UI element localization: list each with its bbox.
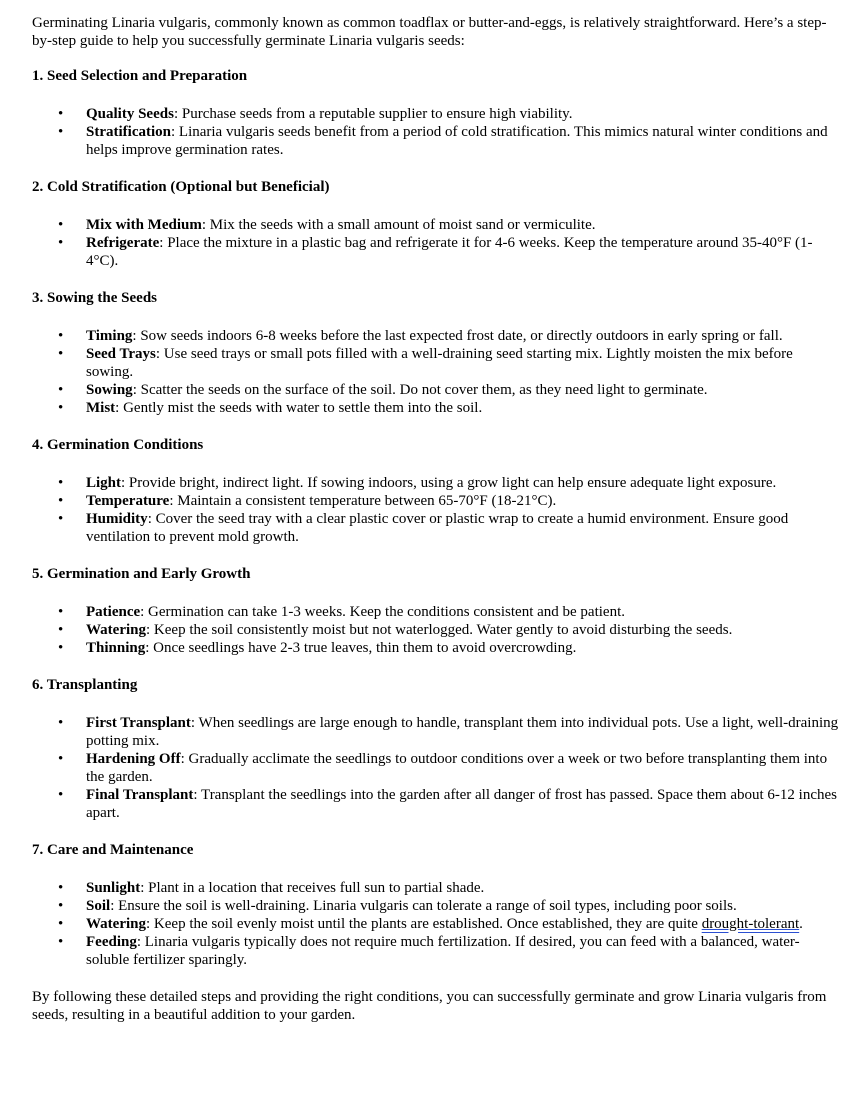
item-term: Soil [86, 898, 111, 914]
list-item [32, 492, 842, 510]
item-term: Quality Seeds [86, 106, 174, 122]
item-term: Stratification [86, 124, 171, 140]
item-description: : Keep the soil evenly moist until the plants are established. Once established, they are quite [146, 916, 702, 932]
list-item [32, 234, 842, 270]
item-description: : When seedlings are large enough to handle, transplant them into individual pots. Use a light, well-draining potting mix. [86, 715, 839, 749]
item-description: : Gently mist the seeds with water to settle them into the soil. [115, 400, 483, 416]
sections-container [32, 67, 842, 969]
section-heading: 1. Seed Selection and Preparation [32, 68, 248, 84]
list-item [32, 786, 842, 822]
list-item [32, 399, 842, 417]
item-description: : Linaria vulgaris typically does not require much fertilization. If desired, you can feed with a balanced, water-soluble fertilizer sparingly. [86, 934, 800, 968]
item-description: : Maintain a consistent temperature between 65-70°F (18-21°C). [169, 493, 557, 509]
item-description: : Plant in a location that receives full sun to partial shade. [140, 880, 485, 896]
item-term: First Transplant [86, 715, 191, 731]
list-item [32, 216, 842, 234]
item-description: : Place the mixture in a plastic bag and refrigerate it for 4-6 weeks. Keep the temperature around 35-40°F (1-4°C). [86, 235, 813, 269]
list-item [32, 603, 842, 621]
list-item [32, 474, 842, 492]
item-term: Sowing [86, 382, 133, 398]
item-description: : Keep the soil consistently moist but not waterlogged. Water gently to avoid disturbing the seeds. [146, 622, 733, 638]
item-term: Feeding [86, 934, 137, 950]
bullet-icon: • [58, 511, 64, 527]
item-term: Watering [86, 916, 146, 932]
item-description: : Provide bright, indirect light. If sowing indoors, using a grow light can help ensure adequate light exposure. [121, 475, 777, 491]
list-item [32, 897, 842, 915]
list-item [32, 915, 842, 933]
list-item [32, 621, 842, 639]
section-heading: 2. Cold Stratification (Optional but Beneficial) [32, 179, 330, 195]
list-item [32, 933, 842, 969]
bullet-icon: • [58, 640, 64, 656]
list-item [32, 123, 842, 159]
bullet-icon: • [58, 346, 64, 362]
bullet-list [32, 216, 842, 270]
list-item [32, 381, 842, 399]
list-item [32, 750, 842, 786]
section-heading: 3. Sowing the Seeds [32, 290, 158, 306]
list-item [32, 879, 842, 897]
bullet-icon: • [58, 604, 64, 620]
item-term: Mist [86, 400, 116, 416]
bullet-list [32, 327, 842, 417]
bullet-list [32, 879, 842, 969]
bullet-list [32, 105, 842, 159]
item-term: Patience [86, 604, 141, 620]
bullet-icon: • [58, 493, 64, 509]
list-item [32, 327, 842, 345]
item-term: Light [86, 475, 122, 491]
item-description: : Mix the seeds with a small amount of moist sand or vermiculite. [201, 217, 596, 233]
item-description: : Transplant the seedlings into the garden after all danger of frost has passed. Space them about 6-12 inches apart. [86, 787, 837, 821]
item-term: Watering [86, 622, 146, 638]
bullet-icon: • [58, 622, 64, 638]
item-term: Thinning [86, 640, 146, 656]
bullet-icon: • [58, 934, 64, 950]
list-item [32, 345, 842, 381]
item-description: : Ensure the soil is well-draining. Linaria vulgaris can tolerate a range of soil types, including poor soils. [110, 898, 737, 914]
item-term: Temperature [86, 493, 170, 509]
intro-paragraph: Germinating Linaria vulgaris, commonly known as common toadflax or butter-and-eggs, is relatively straightforward. Here’s a step-by-step guide to help you successfully germinate Linaria vulgaris seeds: [32, 15, 827, 49]
section-heading: 5. Germination and Early Growth [32, 566, 251, 582]
bullet-icon: • [58, 328, 64, 344]
section-heading: 7. Care and Maintenance [32, 842, 194, 858]
item-description: : Use seed trays or small pots filled with a well-draining seed starting mix. Lightly moisten the mix before sowing. [86, 346, 793, 380]
bullet-icon: • [58, 898, 64, 914]
bullet-icon: • [58, 751, 64, 767]
item-description: : Linaria vulgaris seeds benefit from a period of cold stratification. This mimics natural winter conditions and helps improve germination rates. [86, 124, 828, 158]
bullet-icon: • [58, 217, 64, 233]
list-item [32, 510, 842, 546]
bullet-list [32, 714, 842, 822]
item-description: : Once seedlings have 2-3 true leaves, thin them to avoid overcrowding. [145, 640, 577, 656]
item-description: : Purchase seeds from a reputable supplier to ensure high viability. [173, 106, 573, 122]
document-body [32, 14, 842, 1024]
item-term: Final Transplant [86, 787, 194, 803]
section-heading: 6. Transplanting [32, 677, 138, 693]
bullet-icon: • [58, 475, 64, 491]
item-description-end: . [799, 916, 803, 932]
bullet-icon: • [58, 916, 64, 932]
item-description: : Gradually acclimate the seedlings to outdoor conditions over a week or two before transplanting them into the garden. [86, 751, 828, 785]
closing-paragraph: By following these detailed steps and providing the right conditions, you can successfully germinate and grow Linaria vulgaris from seeds, resulting in a beautiful addition to your garden. [32, 989, 827, 1023]
item-description: : Sow seeds indoors 6-8 weeks before the last expected frost date, or directly outdoors in early spring or fall. [132, 328, 783, 344]
section-heading: 4. Germination Conditions [32, 437, 204, 453]
bullet-icon: • [58, 400, 64, 416]
item-description: : Scatter the seeds on the surface of the soil. Do not cover them, as they need light to germinate. [132, 382, 708, 398]
item-description: : Cover the seed tray with a clear plastic cover or plastic wrap to create a humid environment. Ensure good ventilation to prevent mold growth. [86, 511, 789, 545]
bullet-list [32, 474, 842, 546]
item-term: Humidity [86, 511, 148, 527]
bullet-icon: • [58, 382, 64, 398]
list-item [32, 639, 842, 657]
spellcheck-flagged-word[interactable]: drought-tolerant [701, 916, 800, 932]
item-term: Seed Trays [86, 346, 156, 362]
list-item [32, 714, 842, 750]
item-term: Refrigerate [86, 235, 160, 251]
bullet-icon: • [58, 124, 64, 140]
item-term: Mix with Medium [86, 217, 202, 233]
item-term: Sunlight [86, 880, 141, 896]
bullet-icon: • [58, 235, 64, 251]
item-term: Timing [86, 328, 133, 344]
bullet-icon: • [58, 880, 64, 896]
list-item [32, 105, 842, 123]
bullet-icon: • [58, 715, 64, 731]
item-description: : Germination can take 1-3 weeks. Keep the conditions consistent and be patient. [140, 604, 625, 620]
bullet-icon: • [58, 787, 64, 803]
item-term: Hardening Off [86, 751, 181, 767]
bullet-list [32, 603, 842, 657]
bullet-icon: • [58, 106, 64, 122]
